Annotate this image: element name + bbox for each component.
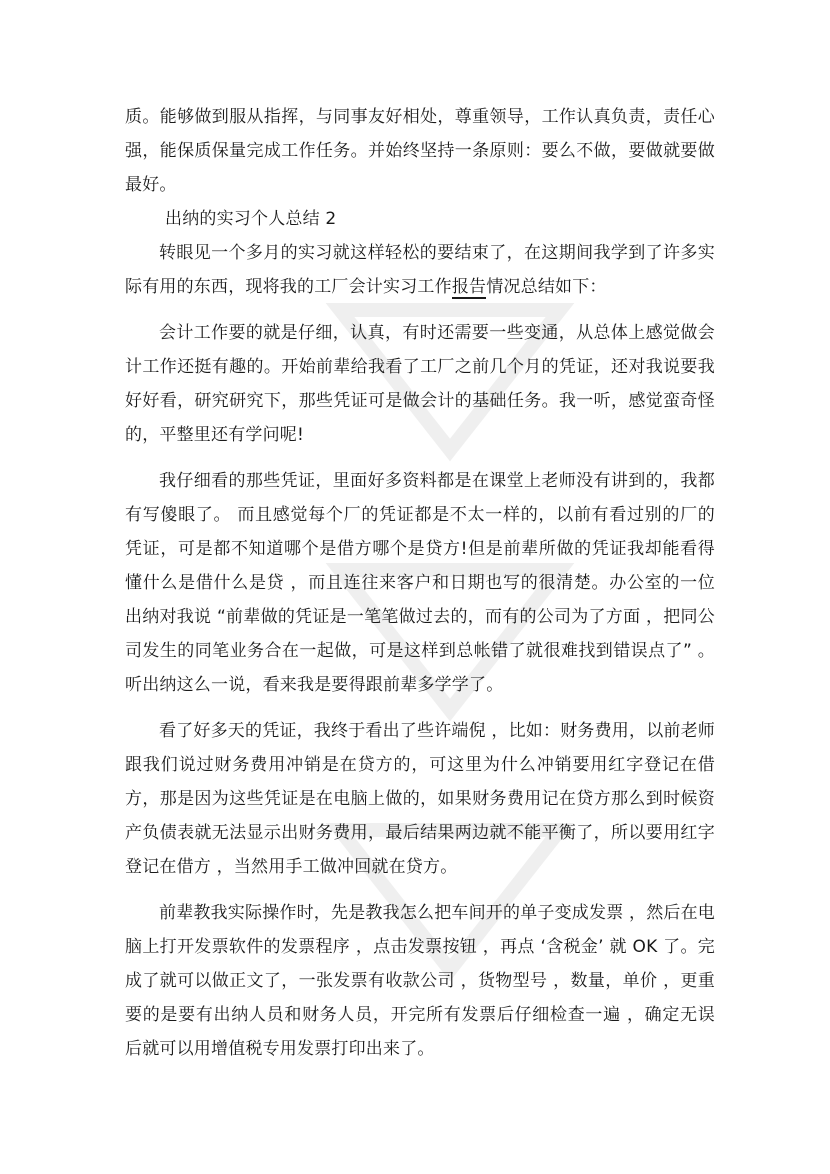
paragraph-invoice-operation: 前辈教我实际操作时，先是教我怎么把车间开的单子变成发票 ，然后在电脑上打开发票软件的发票程序 ，点击发票按钮 ，再点 ‘含税金’ 就 OK 了。完成了就可以做正文了，一张发票有收款公司 ，货物型号 ，数量，单价 ，更重要的是要有出纳人员和财务人员，开完所有发票后仔细检查一遍 ，确定无误后就可以用增值税专用发票打印出来了。 [125,903,716,1059]
paragraph-intro-text-end: 情况总结如下： [486,277,607,297]
paragraph-continuation: 质。能够做到服从指挥，与同事友好相处，尊重领导，工作认真负责，责任心强，能保质保量完成工作任务。并始终坚持一条原则：要么不做，要做就要做最好。 [125,107,715,195]
paragraph-vouchers: 我仔细看的那些凭证，里面好多资料都是在课堂上老师没有讲到的，我都有写傻眼了。 而且感觉每个厂的凭证都是不太一样的，以前有看过别的厂的凭证，可是都不知道哪个是借方哪个是贷方!但是前辈所做的凭证我却能看得懂什么是借什么是贷 ，而且连往来客户和日期也写的很清楚。办公室的一位出纳对我说 “前辈做的凭证是一笔笔做过去的，而有的公司为了方面 ，把同公司发生的同笔业务合在一起做，可是这样到总帐错了就很难找到错误点了” 。听出纳这么一说，看来我是要得跟前辈多学学了。 [125,471,715,695]
document-body [125,100,715,1066]
section-heading: 出纳的实习个人总结 2 [165,209,337,229]
report-link[interactable]: 报告 [451,277,487,297]
paragraph-accounting-work: 会计工作要的就是仔细，认真，有时还需要一些变通，从总体上感觉做会计工作还挺有趣的。开始前辈给我看了工厂之前几个月的凭证，还对我说要我好好看，研究研究下，那些凭证可是做会计的基础任务。我一听，感觉蛮奇怪的，平整里还有学问呢! [125,323,715,445]
paragraph-intro-text: 转眼见一个多月的实习就这样轻松的要结束了，在这期间我学到了许多实际有用的东西，现将我的工厂会计实习工作 [125,243,715,297]
paragraph-financial-expenses: 看了好多天的凭证，我终于看出了些许端倪 ，比如：财务费用，以前老师跟我们说过财务费用冲销是在贷方的，可这里为什么冲销要用红字登记在借方，那是因为这些凭证是在电脑上做的，如果财务费用记在贷方那么到时候资产负债表就无法显示出财务费用，最后结果两边就不能平衡了，所以要用红字登记在借方 ，当然用手工做冲回就在贷方。 [125,721,716,877]
paragraph-intro [125,236,715,304]
